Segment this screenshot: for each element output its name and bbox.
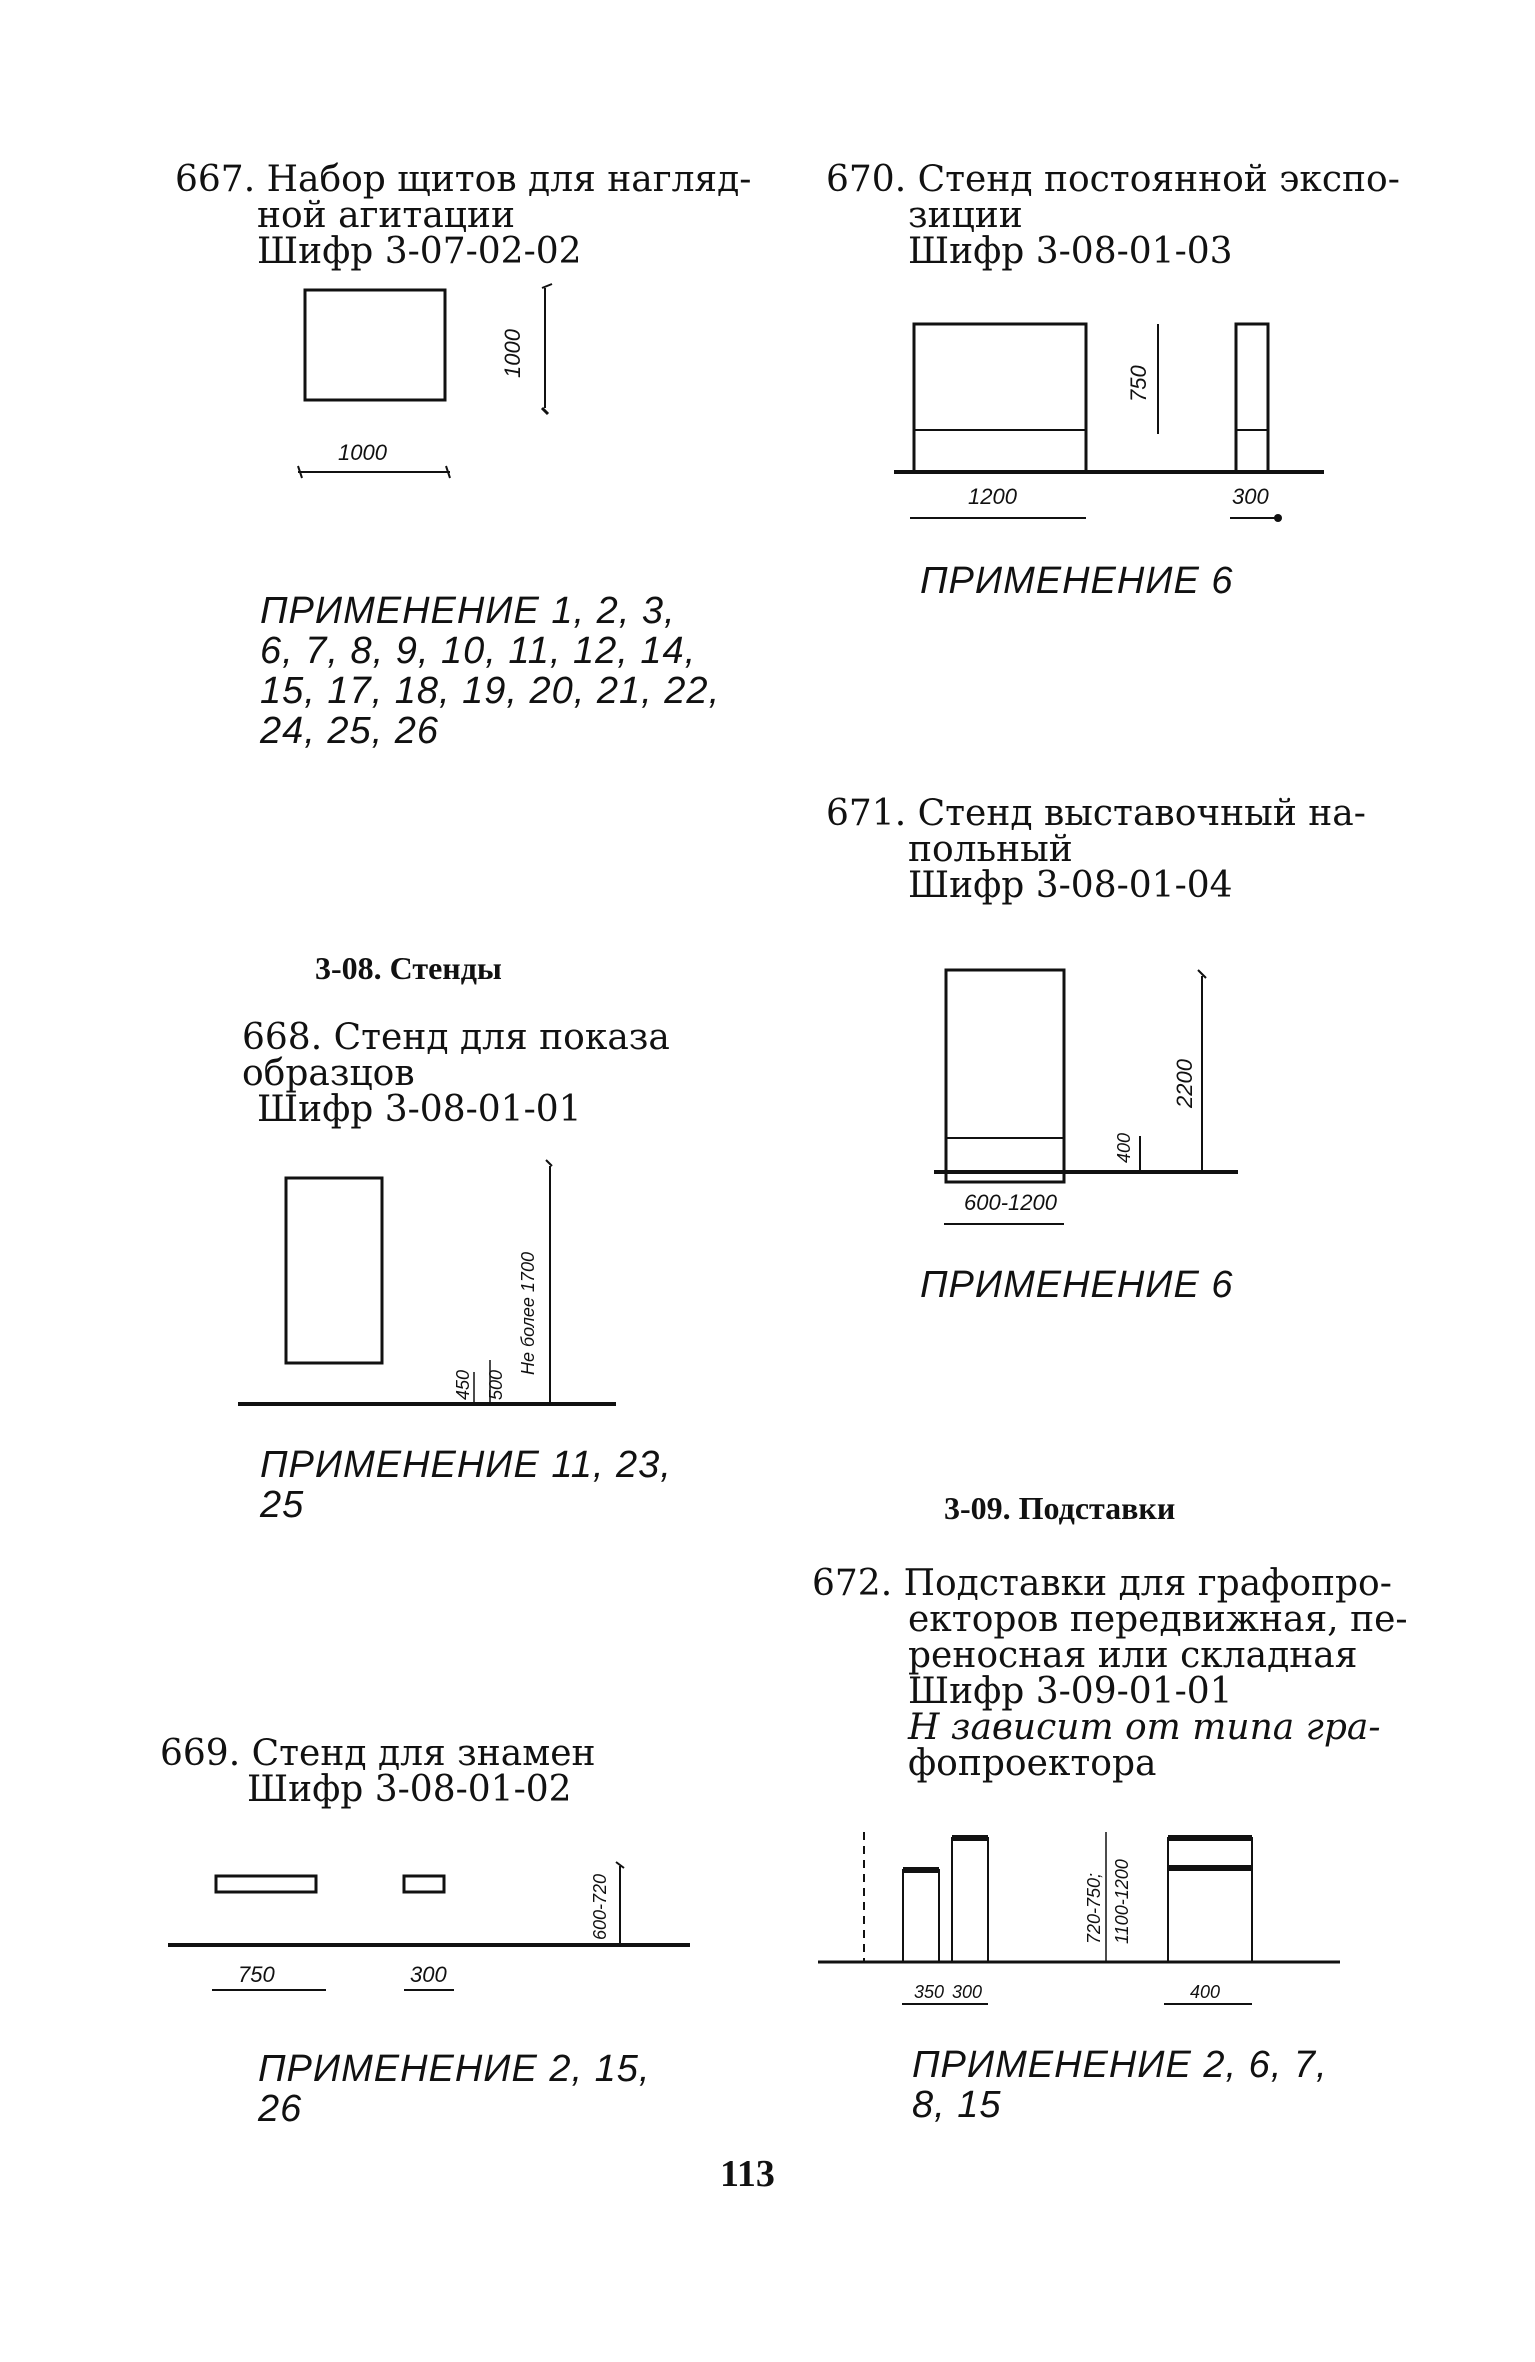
- item-669-application: [258, 2050, 650, 2130]
- item-667-diagram: [290, 280, 590, 490]
- item-671-line-2: польный: [908, 829, 1073, 870]
- item-672-line-3: реносная или складная: [908, 1635, 1358, 1676]
- w2-dim-label: 300: [1232, 484, 1269, 509]
- h1-dim-label: 400: [1114, 1132, 1134, 1163]
- item-672-title: [812, 1563, 1408, 1784]
- w1-dim-label: 750: [238, 1962, 275, 1987]
- section-3-09-heading: 3-09. Подставки: [944, 1490, 1176, 1526]
- app-line: ПРИМЕНЕНИЕ 1, 2, 3,: [260, 590, 676, 632]
- item-669-line-1: 669. Стенд для знамен: [160, 1733, 596, 1774]
- height-dim-label: 1000: [500, 329, 525, 378]
- app-line: 8, 15: [912, 2083, 1002, 2126]
- item-671-diagram: [920, 958, 1250, 1238]
- item-669-diagram: [168, 1850, 698, 2010]
- stand-a: [903, 1870, 939, 1962]
- w2-dim-label: 300: [952, 1982, 983, 2002]
- h2-dim-label: 500: [486, 1369, 506, 1400]
- item-670-line-3: Шифр 3-08-01-03: [908, 231, 1233, 272]
- item-672-line-2: екторов передвижная, пе-: [908, 1599, 1408, 1640]
- stand-front: [914, 324, 1086, 472]
- item-671-application: [920, 1266, 1234, 1306]
- h1-dim-label: 720-750;: [1084, 1872, 1104, 1944]
- item-670-application: [920, 562, 1234, 602]
- h-dim-label: 750: [1126, 365, 1151, 402]
- stand-rect: [286, 1178, 382, 1363]
- w1-dim-label: 1200: [968, 484, 1017, 509]
- stand-rect: [946, 970, 1064, 1182]
- app-line: ПРИМЕНЕНИЕ 11, 23,: [260, 1444, 672, 1486]
- w-dim-label: 600-1200: [964, 1190, 1057, 1215]
- app-line: ПРИМЕНЕНИЕ 6: [920, 1264, 1234, 1306]
- h2-dim-label: 1100-1200: [1112, 1859, 1132, 1944]
- item-667-application: [260, 592, 720, 752]
- app-line: ПРИМЕНЕНИЕ 2, 15,: [258, 2048, 651, 2090]
- item-670-line-2: зиции: [908, 195, 1023, 236]
- item-672-application: [912, 2046, 1328, 2126]
- item-667-title: [175, 159, 752, 272]
- panel-rect: [305, 290, 445, 400]
- item-669-title: [160, 1733, 596, 1810]
- item-672-line-1: 672. Подставки для графопро-: [812, 1563, 1392, 1604]
- h-dim-label: 600-720: [590, 1873, 610, 1940]
- app-line: 26: [258, 2087, 303, 2130]
- item-672-line-4: Шифр 3-09-01-01: [908, 1671, 1233, 1712]
- flag-holder-2: [404, 1876, 444, 1892]
- item-671-line-3: Шифр 3-08-01-04: [908, 865, 1233, 906]
- app-line: 24, 25, 26: [260, 709, 440, 752]
- item-667-line-1: 667. Набор щитов для нагляд-: [175, 159, 752, 200]
- width-dim-label: 1000: [338, 440, 387, 465]
- app-line: ПРИМЕНЕНИЕ 2, 6, 7,: [912, 2044, 1328, 2086]
- item-667-line-3: Шифр 3-07-02-02: [257, 231, 582, 272]
- app-line: 15, 17, 18, 19, 20, 21, 22,: [260, 669, 721, 712]
- item-670-diagram: [890, 310, 1330, 530]
- item-668-title: [242, 1017, 670, 1130]
- item-669-line-2: Шифр 3-08-01-02: [247, 1769, 572, 1810]
- app-line: ПРИМЕНЕНИЕ 6: [920, 560, 1234, 602]
- section-3-08-heading: 3-08. Стенды: [315, 950, 502, 986]
- item-668-application: [260, 1446, 672, 1526]
- w2-dim-label: 300: [410, 1962, 447, 1987]
- item-667-line-2: ной агитации: [257, 195, 515, 236]
- w3-dim-label: 400: [1190, 1982, 1221, 2002]
- app-line: 25: [260, 1483, 305, 1526]
- h2-dim-label: 2200: [1172, 1059, 1197, 1108]
- item-668-line-1: 668. Стенд для показа: [242, 1017, 670, 1058]
- item-672-line-6: фопроектора: [908, 1743, 1157, 1784]
- app-line: 6, 7, 8, 9, 10, 11, 12, 14,: [260, 629, 697, 672]
- stand-side: [1236, 324, 1268, 472]
- item-672-line-5: Н зависит от типа гра-: [908, 1707, 1381, 1748]
- item-671-line-1: 671. Стенд выставочный на-: [826, 793, 1366, 834]
- page-number: 113: [720, 2153, 775, 2195]
- flag-holder-1: [216, 1876, 316, 1892]
- item-672-diagram: [818, 1822, 1358, 2022]
- h1-dim-label: 450: [453, 1369, 473, 1400]
- item-671-title: [826, 793, 1366, 906]
- item-670-title: [826, 159, 1400, 272]
- item-668-line-2: образцов: [242, 1053, 415, 1094]
- item-670-line-1: 670. Стенд постоянной экспо-: [826, 159, 1400, 200]
- total-dim-label: Не более 1700: [518, 1252, 538, 1375]
- stand-c: [1168, 1838, 1252, 1962]
- item-668-diagram: [238, 1160, 618, 1420]
- item-668-line-3: Шифр 3-08-01-01: [257, 1089, 582, 1130]
- stand-b: [952, 1838, 988, 1962]
- w1-dim-label: 350: [914, 1982, 945, 2002]
